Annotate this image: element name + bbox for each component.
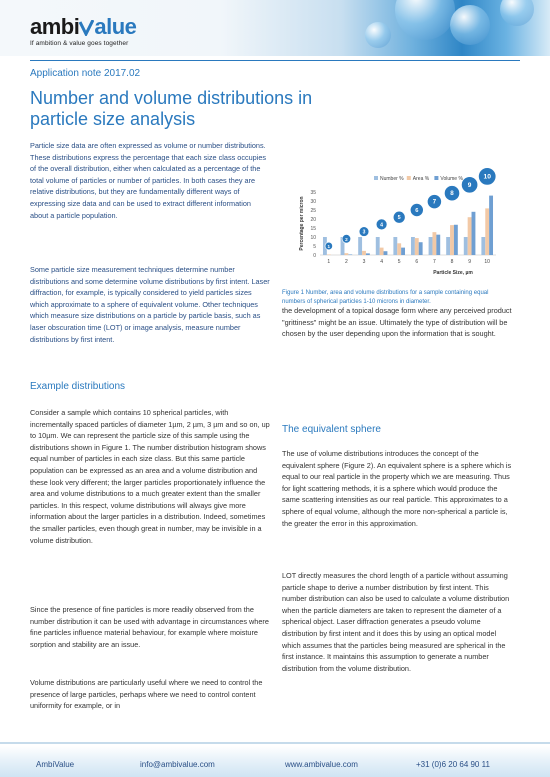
example-paragraph-2: Since the presence of fine particles is more readily observed from the number distribution it can be used with advantage in circumstances where fine particles influence material behaviour, for example where moisture sorption and stability are an issue. [30,605,269,649]
bar-volume [401,248,405,255]
figure-caption: Figure 1 Number, area and volume distributions for a sample containing equal numbers of spherical particles 1-10 microns in diameter. [282,290,489,305]
logo-v-mark [79,20,94,36]
application-note-label: Application note 2017.02 [30,68,141,79]
x-axis-title: Particle Size, µm [433,270,473,276]
bar-area [432,232,436,255]
x-tick-label: 3 [362,259,366,265]
y-axis-title: Percentage per micron [299,196,305,251]
bar-volume [436,235,440,255]
company-logo[interactable] [30,14,136,47]
bar-area [397,243,401,255]
bar-volume [472,212,476,255]
x-tick-label: 4 [380,259,383,265]
size-bubble-label: 9 [467,181,472,189]
y-tick-label: 25 [310,208,316,214]
header-banner [0,0,550,56]
logo-tagline: If ambition & value goes together [30,40,129,47]
x-tick-label: 10 [484,259,490,265]
size-bubble-label: 5 [397,215,401,222]
size-bubble-label: 4 [380,222,384,229]
bar-number [464,237,468,255]
page-title: Number and volume distributions in particle size analysis [30,88,313,129]
bar-area [362,251,366,255]
footer-company: AmbiValue [36,760,75,769]
bar-number [429,237,433,255]
bar-number [358,237,362,255]
equivalent-sphere-heading: The equivalent sphere [282,424,381,435]
bar-area [415,238,419,255]
bar-area [344,253,348,255]
legend-label: Volume % [440,176,463,182]
y-tick-label: 35 [310,190,316,196]
bar-volume [489,196,493,255]
legend-label: Area % [412,176,430,182]
bar-volume [419,242,423,255]
decorative-bubble [450,5,490,45]
size-bubble-label: 3 [362,229,366,236]
bar-area [468,217,472,255]
footer-website-link[interactable]: www.ambivalue.com [285,760,358,769]
equivalent-paragraph-1: The use of volume distributions introduces the concept of the equivalent sphere (Figure 2). An equivalent sphere is a sphere which is equal to our real particle in the property which we are measuring. Thus for light scattering methods, it is a sphere which would produce the same scattering intensities as our real particle. This approximates to a sphere of equal volume, although the more non-spherical a particle is, the greater the error in this approximation. [282,449,512,528]
example-heading: Example distributions [30,381,126,392]
header-divider [30,60,520,61]
x-tick-label: 8 [450,259,454,265]
size-bubble-label: 8 [450,190,454,198]
y-tick-label: 15 [310,226,316,232]
size-bubble-label: 7 [432,199,437,206]
figure-1-chart [282,158,504,278]
footer-email-link[interactable]: info@ambivalue.com [140,760,215,769]
y-tick-label: 5 [313,244,316,250]
y-tick-label: 0 [313,253,316,259]
y-tick-label: 20 [310,217,316,223]
bar-number [446,237,450,255]
bar-volume [384,251,388,255]
bar-volume [366,253,370,255]
x-tick-label: 5 [397,259,401,265]
bar-number [481,237,485,255]
x-tick-label: 9 [468,259,471,265]
equivalent-paragraph-2: LOT directly measures the chord length of a particle without assuming particle shape to derive a number distribution by first intent. This number distribution can also be used to calculate a volume distribution when the particle diameters are taken to represent the diameter of a spherical object. Laser diffraction generates a pseudo volume distribution by first intent and it does this by using an optical model which assumes that the particles being measured are spherical in the first instance. It maintains this assumption to generate a number distribution from the volume distribution. [282,571,510,673]
footer-phone: +31 (0)6 20 64 90 11 [416,760,490,769]
x-tick-label: 6 [415,259,419,265]
bar-area [327,254,331,255]
bar-number [393,237,397,255]
x-tick-label: 1 [327,259,331,265]
size-bubble-label: 1 [327,244,331,249]
bar-number [411,237,415,255]
logo-wordmark [30,14,136,40]
size-bubble-label: 2 [345,237,348,243]
logo-text-alue: alue [94,14,137,39]
y-tick-label: 30 [310,199,316,205]
example-paragraph-3: Volume distributions are particularly useful where we need to control the presence of large particles, perhaps where we need to control content uniformity for example, or in [30,678,263,711]
size-bubble-label: 10 [483,173,491,181]
bar-volume [348,254,352,255]
bar-area [450,225,454,255]
right-paragraph-1: the development of a topical dosage form where any perceived product "grittiness" might be an issue. Ultimately the type of distribution will be chosen by the user depending upon the information that is sought. [282,306,512,339]
x-tick-label: 2 [345,259,348,265]
bar-area [380,248,384,255]
decorative-bubble [365,22,391,48]
logo-text-ambi: ambi [30,14,80,39]
legend-swatch [374,176,378,180]
legend-swatch [434,176,438,180]
intro-paragraph: Particle size data are often expressed as volume or number distributions. These distributions express the percentage that each size class occupies of the overall distribution, either when calculated as a percentage of the total volume of particles or number of particles. In both cases they are relative distributions, but they are fundamentally different ways of expressing size data and can be used to extract different information about a particle population. [30,141,267,220]
y-tick-label: 10 [310,235,316,241]
distribution-chart [282,158,504,278]
decorative-bubble [395,0,455,40]
footer-divider [0,742,550,744]
techniques-paragraph: Some particle size measurement techniques determine number distributions and some determine volume distributions by first intent. Laser diffraction, for example, is typically considered to yield particles sizes which approximate to a sphere of equivalent volume. Other techniques which measure size distributions on a particle by particle basis, such as laser obscuration time (LOT) or image analysis, measure number distributions by first intent. [30,265,270,344]
legend-label: Number % [380,176,404,182]
bar-number [376,237,380,255]
decorative-bubble [500,0,534,26]
size-bubble-label: 6 [415,208,419,214]
bar-area [485,208,489,255]
legend-swatch [407,176,411,180]
example-paragraph-1: Consider a sample which contains 10 spherical particles, with incrementally spaced particles of diameter 1µm, 2 µm, 3 µm and so on, up to 10µm. We can represent the particle size of this sample using the distributions shown in Figure 1. The number distribution histogram shows equal number of particles in each size class. But this same particle population can be expressed as an area and a volume distribution and these look very different; the larger particles proportionately influence the area and volume distributions to a much greater extent than the smaller particles. In this respect, volume distributions will always give more information about the larger particles in a distribution. Indeed, sometimes the smaller particles, even though great in number, may be invisible in a volume distribution. [30,408,270,545]
bar-volume [454,225,458,255]
x-tick-label: 7 [433,259,436,265]
